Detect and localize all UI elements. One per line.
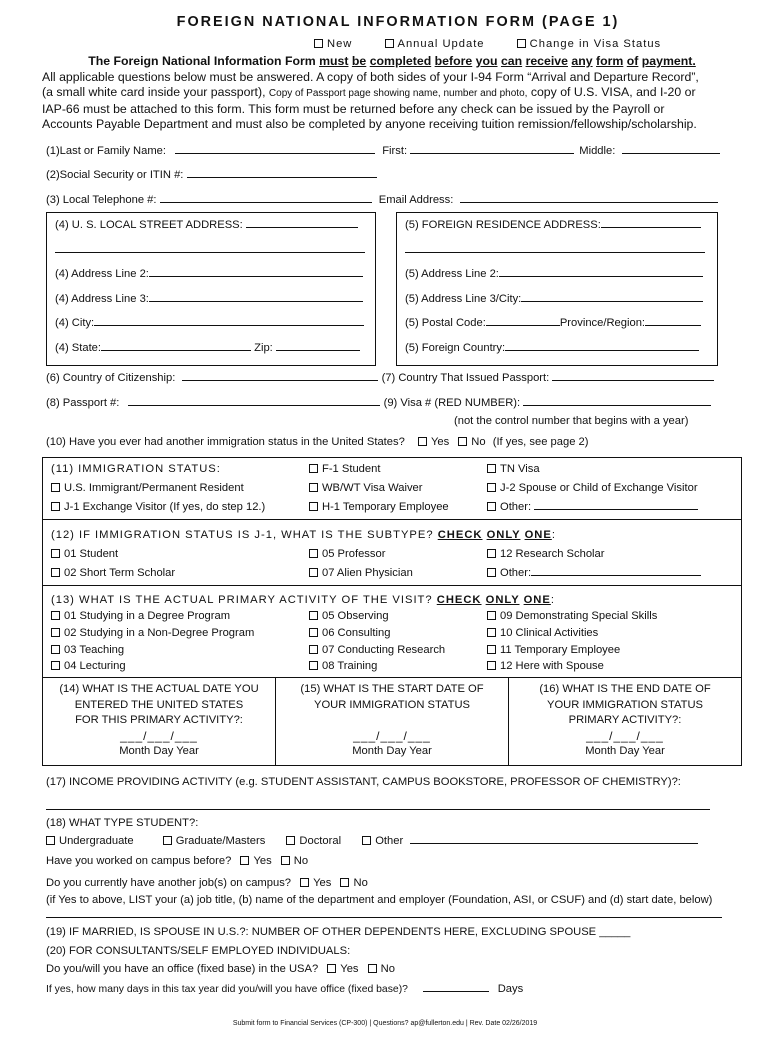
checkbox-j1-student[interactable] — [51, 549, 60, 558]
visa-number-field[interactable] — [523, 395, 711, 406]
date-entered-field[interactable]: ___/___/___ — [120, 728, 198, 743]
option-teaching[interactable]: 03 Teaching — [51, 642, 124, 659]
option-j1-professor[interactable]: 05 Professor — [309, 545, 385, 564]
checkbox-undergraduate[interactable] — [46, 836, 55, 845]
form-page — [0, 14, 770, 1038]
checkbox-training[interactable] — [309, 661, 318, 670]
intro-line-1: All applicable questions below must be answered. A copy of both sides of your I-94 Form “Arrival and Departure Record”, — [42, 69, 699, 84]
passport-number-field[interactable] — [128, 395, 380, 406]
checkbox-j1-other[interactable] — [487, 568, 496, 577]
other-student-field[interactable] — [410, 833, 698, 844]
last-name-field[interactable] — [175, 143, 375, 154]
checkbox-doctoral[interactable] — [286, 836, 295, 845]
foreign-address-line-2-field[interactable] — [499, 266, 703, 277]
passport-country-field[interactable] — [552, 370, 714, 381]
end-date-field[interactable]: ___/___/___ — [586, 728, 664, 743]
option-clinical[interactable]: 10 Clinical Activities — [487, 625, 598, 642]
option-tn[interactable]: TN Visa — [487, 460, 540, 479]
checkbox-j1-research[interactable] — [487, 549, 496, 558]
list-note: (if Yes to above, LIST your (a) job title, (b) name of the department and employer (Foundation, ASI, or CSUF) and (d) start date, below) — [46, 894, 713, 907]
checkbox-special-skills[interactable] — [487, 611, 496, 620]
option-new[interactable]: New — [314, 38, 352, 50]
q19-label: (19) IF MARRIED, IS SPOUSE IN U.S.?: NUMBER OF OTHER DEPENDENTS HERE, EXCLUDING SPOUSE _____ — [46, 926, 631, 939]
option-change-visa[interactable]: Change in Visa Status — [517, 38, 662, 50]
option-j1[interactable]: J-1 Exchange Visitor (If yes, do step 12.) — [51, 498, 265, 517]
start-date-field[interactable]: ___/___/___ — [353, 728, 431, 743]
checkbox-temp-employee[interactable] — [487, 645, 496, 654]
checkbox-office-no[interactable] — [368, 964, 377, 973]
option-f1[interactable]: F-1 Student — [309, 460, 380, 479]
q18-row — [46, 832, 742, 850]
option-doctoral[interactable]: Doctoral — [286, 835, 341, 847]
checkbox-consulting[interactable] — [309, 628, 318, 637]
option-temp-employee[interactable]: 11 Temporary Employee — [487, 642, 620, 659]
middle-name-field[interactable] — [622, 143, 720, 154]
checkbox-tn[interactable] — [487, 464, 496, 473]
checkbox-j1-physician[interactable] — [309, 568, 318, 577]
checkbox-q10-yes[interactable] — [418, 437, 427, 446]
checkbox-j1[interactable] — [51, 502, 60, 511]
intro-heading: The Foreign National Information Form must be completed before you can receive any form of payment. — [88, 54, 696, 68]
checkbox-change-visa[interactable] — [517, 39, 526, 48]
option-j1-student[interactable]: 01 Student — [51, 545, 118, 564]
checkbox-q10-no[interactable] — [458, 437, 467, 446]
worked-yes[interactable]: Yes — [240, 855, 271, 867]
us-address-box: (4) U. S. LOCAL STREET ADDRESS: (4) Address Line 2: (4) Address Line 3: (4) City: (4) State: Zip: — [46, 212, 376, 366]
option-j2[interactable]: J-2 Spouse or Child of Exchange Visitor — [487, 479, 698, 498]
other-status-field[interactable] — [534, 499, 698, 510]
option-degree[interactable]: 01 Studying in a Degree Program — [51, 608, 230, 625]
phone-email-row: (3) Local Telephone #: Email Address: — [46, 188, 742, 213]
office-no[interactable]: No — [368, 963, 395, 975]
option-consulting[interactable]: 06 Consulting — [309, 625, 390, 642]
us-zip-field[interactable] — [276, 340, 360, 351]
office-yes[interactable]: Yes — [327, 963, 358, 975]
checkbox-h1[interactable] — [309, 502, 318, 511]
option-spouse[interactable]: 12 Here with Spouse — [487, 658, 604, 675]
checkbox-j1-professor[interactable] — [309, 549, 318, 558]
option-observing[interactable]: 05 Observing — [309, 608, 389, 625]
form-type-options — [42, 38, 742, 50]
checkbox-another-job-yes[interactable] — [300, 878, 309, 887]
option-permanent-resident[interactable]: U.S. Immigrant/Permanent Resident — [51, 479, 244, 498]
first-name-field[interactable] — [410, 143, 574, 154]
date-entered-cell: (14) WHAT IS THE ACTUAL DATE YOU ENTERED THE UNITED STATES FOR THIS PRIMARY ACTIVITY?: ___/___/___ Month Day Year — [43, 678, 275, 765]
foreign-address-box: (5) FOREIGN RESIDENCE ADDRESS: (5) Address Line 2: (5) Address Line 3/City: (5) Postal Code: Province/Region: (5) Foreign Country: — [396, 212, 718, 366]
checkbox-j1-short-term[interactable] — [51, 568, 60, 577]
another-job-yes[interactable]: Yes — [300, 877, 331, 889]
intro-line-3: IAP-66 must be attached to this form. This form must be returned before any check can be issued by the Payroll or — [42, 101, 665, 116]
checkbox-non-degree[interactable] — [51, 628, 60, 637]
option-non-degree[interactable]: 02 Studying in a Non-Degree Program — [51, 625, 254, 642]
name-row: (1)Last or Family Name: First: Middle: — [46, 139, 742, 164]
dates-section — [42, 678, 742, 766]
status-sections — [42, 457, 742, 766]
option-graduate[interactable]: Graduate/Masters — [163, 835, 266, 847]
worked-row: Have you worked on campus before? Yes No — [46, 855, 309, 868]
checkbox-lecturing[interactable] — [51, 661, 60, 670]
option-undergraduate[interactable]: Undergraduate — [46, 835, 134, 847]
phone-field[interactable] — [160, 192, 372, 203]
office-days-field[interactable] — [423, 981, 489, 992]
office-row: Do you/will you have an office (fixed base) in the USA? Yes No — [46, 963, 395, 976]
ssn-field[interactable] — [187, 167, 377, 178]
checkbox-worked-yes[interactable] — [240, 856, 249, 865]
option-research[interactable]: 07 Conducting Research — [309, 642, 445, 659]
office-days-row: If yes, how many days in this tax year did you/will you have office (fixed base)? Days — [46, 983, 524, 996]
q10-row: (10) Have you ever had another immigration status in the United States? Yes No (If yes, see page 2) — [46, 436, 589, 448]
q10-yes[interactable]: Yes — [418, 436, 449, 448]
worked-no[interactable]: No — [281, 855, 308, 867]
foreign-province-field[interactable] — [645, 315, 701, 326]
citizenship-field[interactable] — [182, 370, 378, 381]
us-address-line-2-field[interactable] — [149, 266, 363, 277]
citizenship-row: (6) Country of Citizenship: (7) Country That Issued Passport: — [46, 366, 742, 391]
end-date-cell: (16) WHAT IS THE END DATE OF YOUR IMMIGRATION STATUS PRIMARY ACTIVITY?: ___/___/___ Month Day Year — [508, 678, 741, 765]
foreign-residence-field-2[interactable] — [405, 242, 705, 253]
j1-other-field[interactable] — [531, 565, 701, 576]
checkbox-f1[interactable] — [309, 464, 318, 473]
ssn-row: (2)Social Security or ITIN #: — [46, 163, 742, 188]
intro-line-2: (a small white card inside your passport), Copy of Passport page showing name, number and photo, copy of U.S. VISA, and I-20 or — [42, 85, 696, 99]
q10-no[interactable]: No — [458, 436, 485, 448]
job-list-field[interactable] — [46, 908, 722, 918]
option-other-status[interactable]: Other: — [487, 498, 698, 517]
option-j1-research[interactable]: 12 Research Scholar — [487, 545, 604, 564]
checkbox-teaching[interactable] — [51, 645, 60, 654]
checkbox-j2[interactable] — [487, 483, 496, 492]
checkbox-worked-no[interactable] — [281, 856, 290, 865]
option-wb-wt[interactable]: WB/WT Visa Waiver — [309, 479, 423, 498]
option-training[interactable]: 08 Training — [309, 658, 377, 675]
intro-line-4: Accounts Payable Department and must also be completed by anyone receiving tuition remission/fellowship/scholarship. — [42, 117, 697, 131]
option-j1-short-term[interactable]: 02 Short Term Scholar — [51, 564, 175, 583]
footer: Submit form to Financial Services (CP-300) | Questions? ap@fullerton.edu | Rev. Date 02/26/2019 — [232, 1020, 538, 1027]
us-state-field[interactable] — [101, 340, 251, 351]
another-job-no[interactable]: No — [340, 877, 367, 889]
option-other-student[interactable]: Other — [362, 835, 403, 847]
q20-heading: (20) FOR CONSULTANTS/SELF EMPLOYED INDIVIDUALS: — [46, 945, 351, 958]
checkbox-degree[interactable] — [51, 611, 60, 620]
q17-field[interactable] — [46, 792, 710, 810]
foreign-country-field[interactable] — [505, 340, 699, 351]
foreign-residence-field[interactable] — [601, 217, 701, 228]
section-11: (11) IMMIGRATION STATUS: F-1 Student TN Visa U.S. Immigrant/Permanent Resident WB/WT Visa Waiver J-2 Spouse or Child of Exchange Visitor J-1 Exchange Visitor (If yes, do step 12.) H-1 Temporary Employee Other: — [42, 457, 742, 520]
email-field[interactable] — [460, 192, 718, 203]
start-date-cell: (15) WHAT IS THE START DATE OF YOUR IMMIGRATION STATUS ___/___/___ Month Day Year — [275, 678, 508, 765]
checkbox-annual-update[interactable] — [385, 39, 394, 48]
option-lecturing[interactable]: 04 Lecturing — [51, 658, 126, 675]
option-j1-other[interactable]: Other: — [487, 564, 701, 583]
q17-label: (17) INCOME PROVIDING ACTIVITY (e.g. STUDENT ASSISTANT, CAMPUS BOOKSTORE, PROFESSOR OF CHEMISTRY)?: — [46, 776, 681, 789]
checkbox-wb-wt[interactable] — [309, 483, 318, 492]
foreign-address-line-3-field[interactable] — [521, 291, 703, 302]
checkbox-new[interactable] — [314, 39, 323, 48]
us-street-field[interactable] — [246, 217, 358, 228]
checkbox-spouse[interactable] — [487, 661, 496, 670]
section-13: (13) WHAT IS THE ACTUAL PRIMARY ACTIVITY OF THE VISIT? CHECK ONLY ONE: 01 Studying in a Degree Program 05 Observing 09 Demonstrating Special Skills 02 Studying in a Non-Degree Program 06 Consulting 10 Clinical Activities 03 Teaching 07 Conducting Research 11 Temporary Employee 04 Lecturing 08 Training 12 Here with Spouse — [42, 586, 742, 678]
section-12: (12) IF IMMIGRATION STATUS IS J-1, WHAT IS THE SUBTYPE? CHECK ONLY ONE: 01 Student 05 Professor 12 Research Scholar 02 Short Term Scholar 07 Alien Physician Other: — [42, 520, 742, 586]
visa-note: (not the control number that begins with a year) — [454, 415, 689, 427]
intro-text — [42, 54, 742, 133]
checkbox-other-status[interactable] — [487, 502, 496, 511]
checkbox-graduate[interactable] — [163, 836, 172, 845]
checkbox-research[interactable] — [309, 645, 318, 654]
foreign-postal-field[interactable] — [486, 315, 560, 326]
option-h1[interactable]: H-1 Temporary Employee — [309, 498, 449, 517]
us-city-field[interactable] — [94, 315, 364, 326]
q18-heading: (18) WHAT TYPE STUDENT?: — [46, 817, 199, 830]
another-job-row: Do you currently have another job(s) on campus? Yes No — [46, 877, 368, 890]
checkbox-office-yes[interactable] — [327, 964, 336, 973]
option-j1-physician[interactable]: 07 Alien Physician — [309, 564, 413, 583]
checkbox-clinical[interactable] — [487, 628, 496, 637]
address-section — [42, 212, 742, 366]
passport-visa-row: (8) Passport #: (9) Visa # (RED NUMBER): — [46, 391, 742, 416]
checkbox-permanent-resident[interactable] — [51, 483, 60, 492]
option-annual-update[interactable]: Annual Update — [385, 38, 485, 50]
checkbox-another-job-no[interactable] — [340, 878, 349, 887]
form-title: FOREIGN NATIONAL INFORMATION FORM (PAGE 1) — [176, 14, 620, 30]
checkbox-other-student[interactable] — [362, 836, 371, 845]
checkbox-observing[interactable] — [309, 611, 318, 620]
us-street-field-2[interactable] — [55, 242, 365, 253]
us-address-line-3-field[interactable] — [149, 291, 363, 302]
option-special-skills[interactable]: 09 Demonstrating Special Skills — [487, 608, 657, 625]
